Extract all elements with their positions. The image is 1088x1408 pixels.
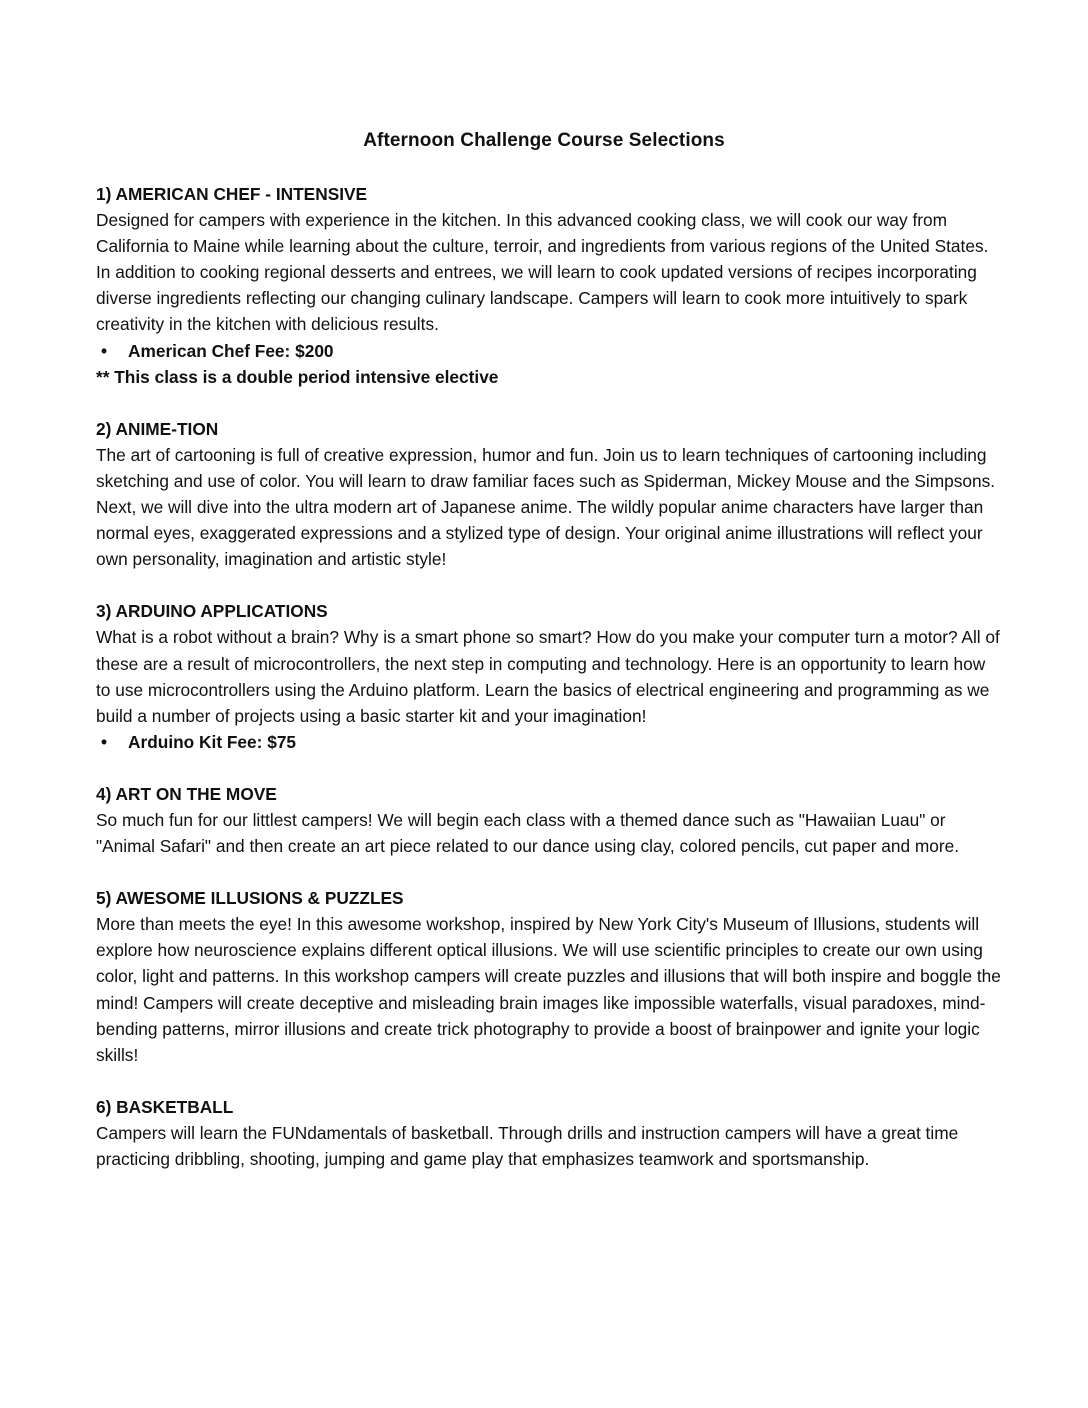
document-title: Afternoon Challenge Course Selections (363, 130, 725, 151)
bullet-icon: • (101, 731, 108, 752)
section-heading: 2) ANIME-TION (96, 418, 219, 439)
section-arduino-applications (96, 598, 1001, 755)
section-anime-tion (96, 416, 1001, 573)
fee-bullet (96, 729, 1001, 755)
bullet-icon: • (101, 340, 108, 361)
section-basketball (96, 1094, 1001, 1172)
fee-text: American Chef Fee: $200 (128, 340, 334, 361)
section-heading: 6) BASKETBALL (96, 1096, 234, 1117)
section-heading: 5) AWESOME ILLUSIONS & PUZZLES (96, 888, 404, 909)
section-awesome-illusions (96, 885, 1001, 1068)
section-description: What is a robot without a brain? Why is a smart phone so smart? How do you make your computer turn a motor? All of these are a result of microcontrollers, the next step in computing and technology. Here is an opportunity to learn how to use microcontrollers using the Arduino platform. Learn the basics of electrical engineering and programming as we build a number of projects using a basic starter kit and your imagination! (96, 627, 1000, 726)
section-heading: 3) ARDUINO APPLICATIONS (96, 601, 328, 622)
section-heading: 4) ART ON THE MOVE (96, 783, 277, 804)
section-description: The art of cartooning is full of creative expression, humor and fun. Join us to learn techniques of cartooning including sketching and use of color. You will learn to draw familiar faces such as Spiderman, Mickey Mouse and the Simpsons. Next, we will dive into the ultra modern art of Japanese anime. The wildly popular anime characters have larger than normal eyes, exaggerated expressions and a stylized type of design. Your original anime illustrations will reflect your own personality, imagination and artistic style! (96, 444, 996, 570)
section-description: More than meets the eye! In this awesome workshop, inspired by New York City's Museum of Illusions, students will explore how neuroscience explains different optical illusions. We will use scientific principles to create our own using color, light and patterns. In this workshop campers will create puzzles and illusions that will both inspire and boggle the mind! Campers will create deceptive and misleading brain images like impossible waterfalls, visual paradoxes, mind-bending patterns, mirror illusions and create trick photography to provide a boost of brainpower and ignite your logic skills! (96, 914, 1001, 1065)
document-content (96, 181, 1001, 1198)
fee-text: Arduino Kit Fee: $75 (128, 731, 297, 752)
fee-bullet (96, 338, 1001, 364)
section-note: ** This class is a double period intensive elective (96, 366, 499, 387)
section-description: So much fun for our littlest campers! We will begin each class with a themed dance such as "Hawaiian Luau" or "Animal Safari" and then create an art piece related to our dance using clay, colored pencils, cut paper and more. (96, 809, 960, 857)
section-american-chef (96, 181, 1001, 390)
section-heading: 1) AMERICAN CHEF - INTENSIVE (96, 184, 368, 204)
section-art-on-the-move (96, 781, 1001, 859)
section-description: Campers will learn the FUNdamentals of basketball. Through drills and instruction campers will have a great time practicing dribbling, shooting, jumping and game play that emphasizes teamwork and sportsmanship. (96, 1122, 959, 1169)
section-description: Designed for campers with experience in the kitchen. In this advanced cooking class, we will cook our way from California to Maine while learning about the culture, terroir, and ingredients from various regions of the United States. In addition to cooking regional desserts and entrees, we will learn to cook updated versions of recipes incorporating diverse ingredients reflecting our changing culinary landscape. Campers will learn to cook more intuitively to spark creativity in the kitchen with delicious results. (96, 210, 989, 335)
